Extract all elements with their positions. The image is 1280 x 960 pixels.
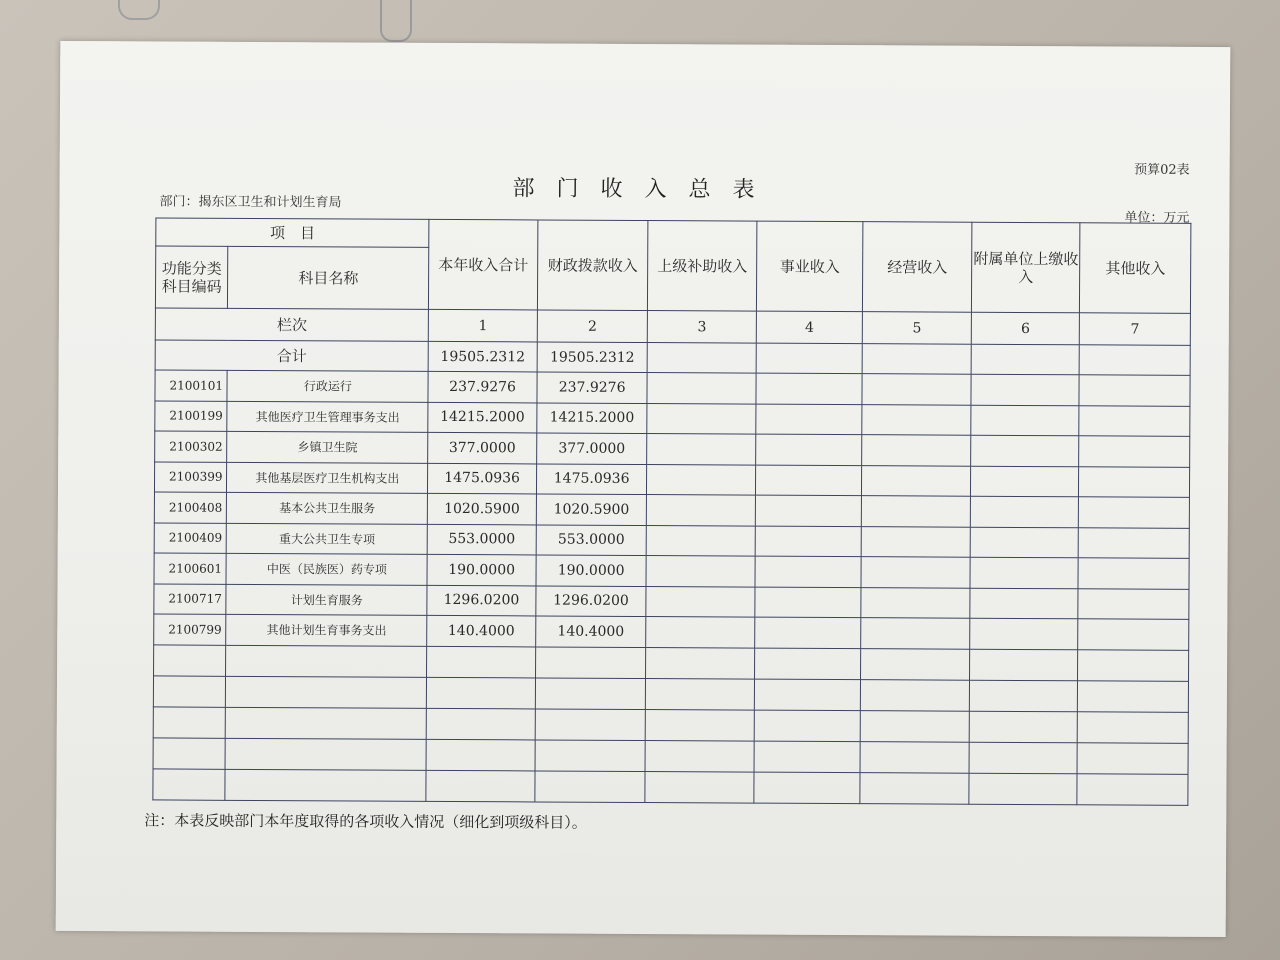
row-value-3	[646, 617, 755, 648]
row-value-1: 237.9276	[428, 371, 537, 402]
row-value-5	[862, 496, 971, 527]
row-subject-name: 基本公共卫生服务	[227, 492, 428, 524]
empty-cell	[225, 738, 426, 770]
empty-cell	[427, 708, 536, 740]
row-value-1: 553.0000	[427, 524, 536, 555]
row-subject-name: 其他计划生育事务支出	[226, 614, 427, 646]
empty-cell	[535, 677, 646, 709]
row-code: 2100717	[154, 583, 227, 614]
row-value-7	[1078, 588, 1189, 619]
seq-label: 栏次	[155, 308, 428, 341]
empty-cell	[861, 648, 970, 680]
total-value-5	[862, 344, 971, 375]
empty-cell	[646, 709, 755, 741]
empty-cell	[969, 711, 1078, 743]
total-value-1: 19505.2312	[428, 341, 537, 372]
empty-cell	[427, 646, 536, 678]
row-value-3	[647, 464, 756, 495]
row-code: 2100399	[154, 461, 227, 492]
empty-cell	[426, 739, 535, 771]
empty-cell	[226, 707, 427, 739]
row-value-6	[971, 435, 1080, 466]
seq-6: 6	[971, 312, 1080, 345]
empty-cell	[645, 740, 754, 772]
paper-clip-small	[118, 0, 160, 20]
row-value-7	[1079, 436, 1190, 467]
row-value-4	[755, 526, 862, 557]
row-value-5	[861, 618, 970, 649]
row-subject-name: 其他基层医疗卫生机构支出	[227, 462, 428, 494]
header-col-2: 财政拨款收入	[537, 220, 648, 311]
empty-cell	[969, 773, 1078, 805]
empty-cell	[646, 647, 755, 679]
row-value-3	[647, 525, 756, 556]
header-col-5: 经营收入	[863, 222, 972, 313]
seq-7: 7	[1080, 313, 1191, 346]
row-value-1: 190.0000	[427, 554, 536, 585]
unit-label: 单位：万元	[1124, 210, 1190, 226]
empty-cell	[754, 772, 861, 804]
row-code: 2100101	[155, 370, 228, 401]
row-value-7	[1079, 497, 1190, 528]
empty-cell	[427, 677, 536, 709]
row-value-2: 1475.0936	[536, 463, 647, 494]
header-col-4: 事业收入	[756, 221, 863, 312]
row-value-3	[647, 373, 756, 404]
total-value-3	[647, 343, 756, 374]
row-value-5	[862, 374, 971, 405]
row-subject-name: 其他医疗卫生管理事务支出	[227, 401, 428, 433]
row-value-2: 140.4000	[536, 616, 647, 647]
row-value-1: 140.4000	[427, 615, 536, 646]
empty-cell	[153, 768, 226, 799]
row-value-2: 190.0000	[536, 555, 647, 586]
row-subject-name: 重大公共卫生专项	[227, 523, 428, 555]
row-value-4	[755, 617, 862, 648]
empty-cell	[969, 680, 1078, 712]
row-value-4	[755, 465, 862, 496]
footnote: 注：本表反映部门本年度取得的各项收入情况（细化到项级科目）。	[144, 811, 587, 832]
empty-cell	[226, 645, 427, 677]
seq-5: 5	[863, 312, 972, 345]
row-value-5	[862, 526, 971, 557]
empty-cell	[969, 649, 1078, 681]
row-subject-name: 中医（民族医）药专项	[226, 553, 427, 585]
row-code: 2100799	[154, 614, 227, 645]
empty-cell	[645, 771, 754, 803]
budget-document-sheet	[56, 41, 1231, 937]
row-value-4	[755, 495, 862, 526]
empty-cell	[969, 742, 1078, 774]
header-subject-name: 科目名称	[228, 246, 429, 309]
row-code: 2100199	[155, 400, 228, 431]
empty-cell	[860, 772, 969, 804]
row-value-3	[646, 586, 755, 617]
empty-cell	[860, 741, 969, 773]
form-number: 预算02表	[1134, 162, 1190, 178]
row-value-6	[970, 527, 1079, 558]
empty-cell	[535, 708, 646, 740]
empty-cell	[225, 769, 426, 801]
empty-cell	[754, 710, 861, 742]
empty-cell	[1078, 680, 1189, 712]
row-value-2: 1296.0200	[536, 585, 647, 616]
total-value-6	[971, 344, 1080, 375]
empty-cell	[153, 675, 226, 706]
empty-cell	[535, 646, 646, 678]
empty-cell	[1078, 649, 1189, 681]
row-value-3	[647, 434, 756, 465]
empty-table-row	[153, 768, 1188, 804]
empty-cell	[154, 644, 227, 675]
empty-cell	[226, 676, 427, 708]
row-value-1: 1475.0936	[428, 463, 537, 494]
row-value-3	[647, 495, 756, 526]
row-value-6	[970, 466, 1079, 497]
header-col-3: 上级补助收入	[648, 221, 757, 312]
row-value-7	[1078, 558, 1189, 589]
row-value-6	[971, 405, 1080, 436]
empty-cell	[861, 710, 970, 742]
row-value-6	[970, 496, 1079, 527]
empty-cell	[754, 679, 861, 711]
department-label: 部门：揭东区卫生和计划生育局	[159, 194, 342, 211]
seq-2: 2	[537, 310, 648, 343]
row-code: 2100302	[155, 431, 228, 462]
row-value-5	[862, 404, 971, 435]
total-value-2: 19505.2312	[537, 342, 648, 373]
row-value-4	[756, 404, 863, 435]
empty-cell	[646, 678, 755, 710]
row-value-7	[1079, 405, 1190, 436]
seq-3: 3	[648, 311, 757, 344]
row-value-3	[647, 403, 756, 434]
seq-4: 4	[756, 311, 863, 344]
header-item: 项 目	[156, 218, 429, 247]
row-value-6	[970, 618, 1079, 649]
total-label: 合计	[155, 340, 428, 371]
row-value-4	[756, 434, 863, 465]
income-summary-table	[152, 217, 1191, 805]
empty-cell	[153, 706, 226, 737]
seq-1: 1	[429, 309, 538, 342]
row-value-6	[970, 588, 1079, 619]
row-value-7	[1079, 466, 1190, 497]
row-value-2: 14215.2000	[537, 402, 648, 433]
empty-cell	[861, 679, 970, 711]
row-subject-name: 行政运行	[227, 370, 428, 402]
row-value-4	[755, 587, 862, 618]
row-value-5	[862, 465, 971, 496]
empty-cell	[535, 739, 646, 771]
row-value-7	[1078, 619, 1189, 650]
row-code: 2100409	[154, 522, 227, 553]
row-value-1: 14215.2000	[428, 402, 537, 433]
row-value-1: 1296.0200	[427, 585, 536, 616]
row-value-4	[756, 373, 863, 404]
row-code: 2100408	[154, 492, 227, 523]
row-value-3	[646, 556, 755, 587]
row-subject-name: 计划生育服务	[226, 584, 427, 616]
header-col-7: 其他收入	[1080, 223, 1191, 314]
row-value-5	[861, 587, 970, 618]
empty-cell	[535, 770, 646, 802]
row-value-5	[861, 557, 970, 588]
row-value-2: 1020.5900	[536, 494, 647, 525]
row-code: 2100601	[154, 553, 227, 584]
row-value-7	[1079, 375, 1190, 406]
row-value-1: 1020.5900	[428, 493, 537, 524]
header-func-code: 功能分类科目编码	[155, 246, 228, 308]
total-value-7	[1080, 345, 1191, 376]
empty-cell	[153, 737, 226, 768]
row-subject-name: 乡镇卫生院	[227, 431, 428, 463]
total-value-4	[756, 343, 863, 374]
empty-cell	[1077, 742, 1188, 774]
row-value-2: 377.0000	[536, 433, 647, 464]
empty-cell	[754, 648, 861, 680]
row-value-7	[1079, 527, 1190, 558]
row-value-2: 553.0000	[536, 524, 647, 555]
row-value-5	[862, 435, 971, 466]
empty-cell	[754, 741, 861, 773]
header-col-6: 附属单位上缴收入	[971, 222, 1080, 313]
header-col-1: 本年收入合计	[429, 219, 538, 310]
row-value-6	[970, 557, 1079, 588]
row-value-2: 237.9276	[537, 372, 648, 403]
row-value-4	[755, 556, 862, 587]
empty-cell	[1077, 773, 1188, 805]
empty-cell	[1078, 711, 1189, 743]
row-value-1: 377.0000	[428, 432, 537, 463]
empty-cell	[426, 770, 535, 802]
row-value-6	[971, 374, 1080, 405]
document-title: 部门收入总表	[512, 176, 777, 203]
paper-clip	[380, 0, 412, 42]
